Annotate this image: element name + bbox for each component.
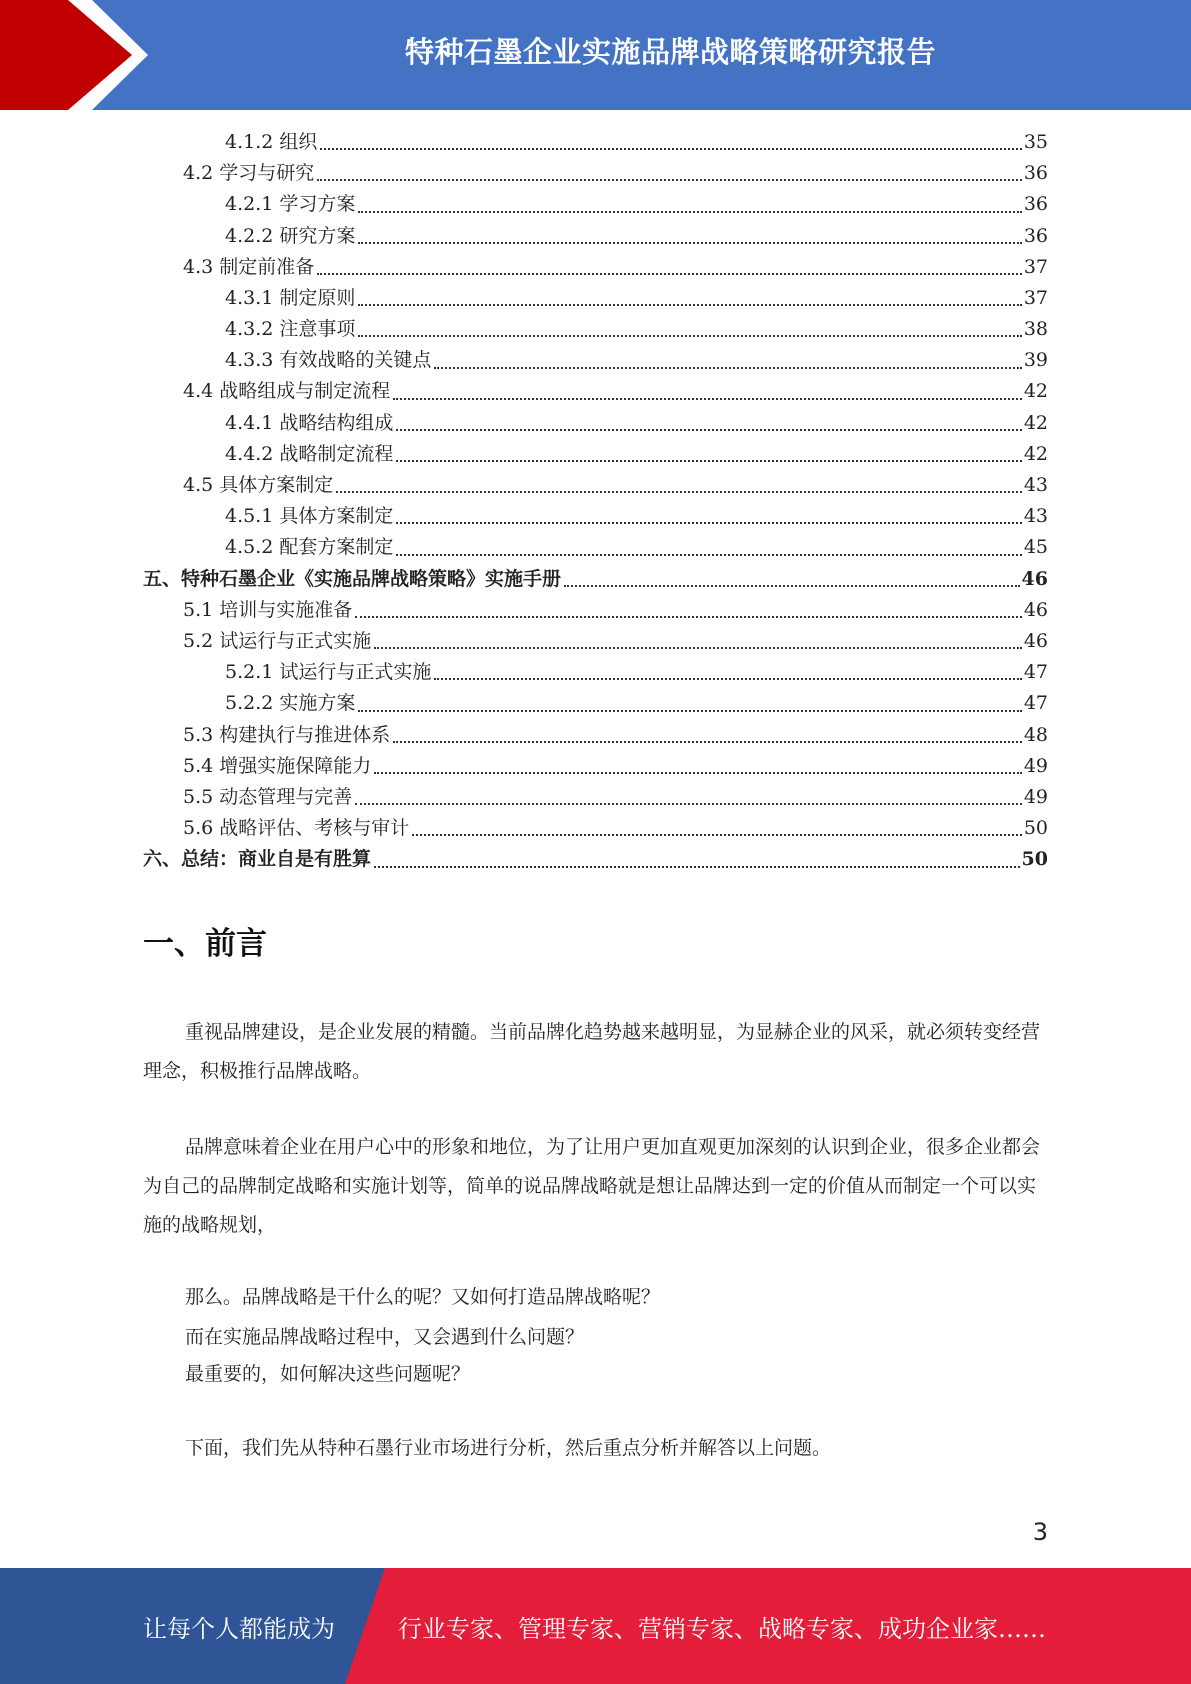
footer-slogan-left: 让每个人都能成为 [143,1614,335,1643]
toc-dot-leader [393,741,1022,743]
toc-entry-page: 36 [1023,224,1048,247]
toc-entry-page: 36 [1023,162,1048,185]
toc-entry[interactable] [143,844,1048,875]
toc-entry-page: 47 [1023,661,1048,684]
header-chevron-decoration [0,0,160,110]
toc-entry-label: 5.3 构建执行与推进体系 [183,723,391,746]
toc-entry-label: 5.2 试运行与正式实施 [183,629,372,652]
toc-entry-label: 五、特种石墨企业《实施品牌战略策略》实施手册 [143,567,562,590]
toc-entry[interactable] [143,283,1048,314]
toc-entry[interactable] [143,189,1048,220]
toc-entry-page: 46 [1021,567,1048,590]
toc-entry-label: 4.3.3 有效战略的关键点 [225,349,432,372]
toc-dot-leader [396,460,1021,462]
toc-entry-label: 5.2.2 实施方案 [225,692,356,715]
toc-entry-page: 38 [1023,318,1048,341]
toc-entry[interactable] [143,408,1048,439]
toc-entry[interactable] [143,626,1048,657]
toc-entry-label: 5.6 战略评估、考核与审计 [183,817,410,840]
toc-entry-label: 5.1 培训与实施准备 [183,598,353,621]
toc-entry[interactable] [143,221,1048,252]
toc-entry-page: 43 [1023,474,1048,497]
toc-dot-leader [412,834,1022,836]
toc-entry-page: 46 [1023,629,1048,652]
toc-entry-page: 39 [1023,349,1048,372]
toc-entry-label: 5.5 动态管理与完善 [183,785,353,808]
toc-entry[interactable] [143,720,1048,751]
toc-entry-label: 4.2.2 研究方案 [225,224,356,247]
toc-dot-leader [374,647,1022,649]
toc-entry-label: 4.4.1 战略结构组成 [225,411,394,434]
toc-dot-leader [396,429,1021,431]
toc-entry-label: 4.1.2 组织 [225,130,318,153]
toc-entry[interactable] [143,252,1048,283]
toc-entry-page: 36 [1023,193,1048,216]
toc-entry[interactable] [143,470,1048,501]
toc-entry[interactable] [143,782,1048,813]
toc-entry-page: 45 [1023,536,1048,559]
toc-dot-leader [336,491,1022,493]
toc-entry[interactable] [143,751,1048,782]
closing-paragraph: 下面，我们先从特种石墨行业市场进行分析，然后重点分析并解答以上问题。 [185,1437,832,1459]
toc-entry[interactable] [143,532,1048,563]
toc-entry-label: 4.3 制定前准备 [183,255,315,278]
page-header [0,0,1191,110]
toc-dot-leader [374,772,1022,774]
toc-dot-leader [564,585,1020,587]
toc-entry-page: 50 [1021,848,1048,871]
toc-entry-label: 5.2.1 试运行与正式实施 [225,661,432,684]
intro-paragraph: 重视品牌建设，是企业发展的精髓。当前品牌化趋势越来越明显，为显赫企业的风采，就必须转变经营理念，积极推行品牌战略。 [143,1021,1041,1082]
toc-entry[interactable] [143,314,1048,345]
toc-entry-label: 4.2.1 学习方案 [225,193,356,216]
toc-dot-leader [374,866,1020,868]
table-of-contents [143,127,1048,876]
toc-entry-label: 4.3.2 注意事项 [225,318,356,341]
question-line: 那么。品牌战略是干什么的呢？又如何打造品牌战略呢？ [185,1286,661,1308]
toc-entry-page: 49 [1023,754,1048,777]
toc-entry-page: 50 [1023,817,1048,840]
toc-entry[interactable] [143,377,1048,408]
toc-entry-page: 42 [1023,411,1048,434]
toc-entry-page: 49 [1023,785,1048,808]
toc-dot-leader [317,179,1022,181]
toc-entry[interactable] [143,688,1048,719]
page-number: 3 [1032,1518,1048,1546]
toc-entry-page: 37 [1023,255,1048,278]
document-title: 特种石墨企业实施品牌战略策略研究报告 [404,34,936,69]
toc-entry-page: 43 [1023,505,1048,528]
toc-dot-leader [434,367,1021,369]
toc-dot-leader [355,616,1022,618]
toc-dot-leader [358,242,1021,244]
toc-dot-leader [396,522,1021,524]
toc-entry-page: 46 [1023,598,1048,621]
toc-entry-page: 42 [1023,442,1048,465]
toc-dot-leader [317,273,1022,275]
toc-entry-label: 4.5.1 具体方案制定 [225,505,394,528]
toc-entry[interactable] [143,501,1048,532]
toc-entry-page: 37 [1023,286,1048,309]
toc-entry-page: 48 [1023,723,1048,746]
toc-entry-page: 47 [1023,692,1048,715]
toc-entry-label: 5.4 增强实施保障能力 [183,754,372,777]
toc-entry-label: 4.3.1 制定原则 [225,286,356,309]
toc-entry[interactable] [143,439,1048,470]
toc-entry-label: 4.4 战略组成与制定流程 [183,380,391,403]
toc-entry-page: 42 [1023,380,1048,403]
toc-entry[interactable] [143,813,1048,844]
section-heading: 一、前言 [143,926,267,962]
toc-entry[interactable] [143,345,1048,376]
toc-dot-leader [393,398,1022,400]
toc-dot-leader [396,554,1021,556]
intro-paragraph: 品牌意味着企业在用户心中的形象和地位，为了让用户更加直观更加深刻的认识到企业，很多企业都会为自己的品牌制定战略和实施计划等，简单的说品牌战略就是想让品牌达到一定的价值从而制定一个可以实施的战略规划， [143,1136,1041,1236]
toc-dot-leader [358,304,1021,306]
question-line: 最重要的，如何解决这些问题呢？ [185,1363,471,1385]
toc-entry-label: 4.5 具体方案制定 [183,474,334,497]
toc-dot-leader [358,335,1021,337]
toc-entry[interactable] [143,595,1048,626]
toc-entry[interactable] [143,158,1048,189]
page-footer [0,1568,1191,1684]
toc-entry[interactable] [143,657,1048,688]
toc-dot-leader [358,211,1021,213]
footer-slogan-right: 行业专家、管理专家、营销专家、战略专家、成功企业家…… [398,1614,1046,1643]
toc-dot-leader [434,678,1021,680]
toc-entry[interactable] [143,127,1048,158]
toc-entry-label: 六、总结：商业自是有胜算 [143,848,372,871]
toc-entry-page: 35 [1023,130,1048,153]
toc-dot-leader [355,803,1022,805]
toc-entry[interactable] [143,564,1048,595]
question-line: 而在实施品牌战略过程中，又会遇到什么问题？ [185,1326,585,1348]
toc-entry-label: 4.5.2 配套方案制定 [225,536,394,559]
toc-dot-leader [358,710,1021,712]
toc-entry-label: 4.2 学习与研究 [183,162,315,185]
toc-entry-label: 4.4.2 战略制定流程 [225,442,394,465]
toc-dot-leader [320,148,1021,150]
